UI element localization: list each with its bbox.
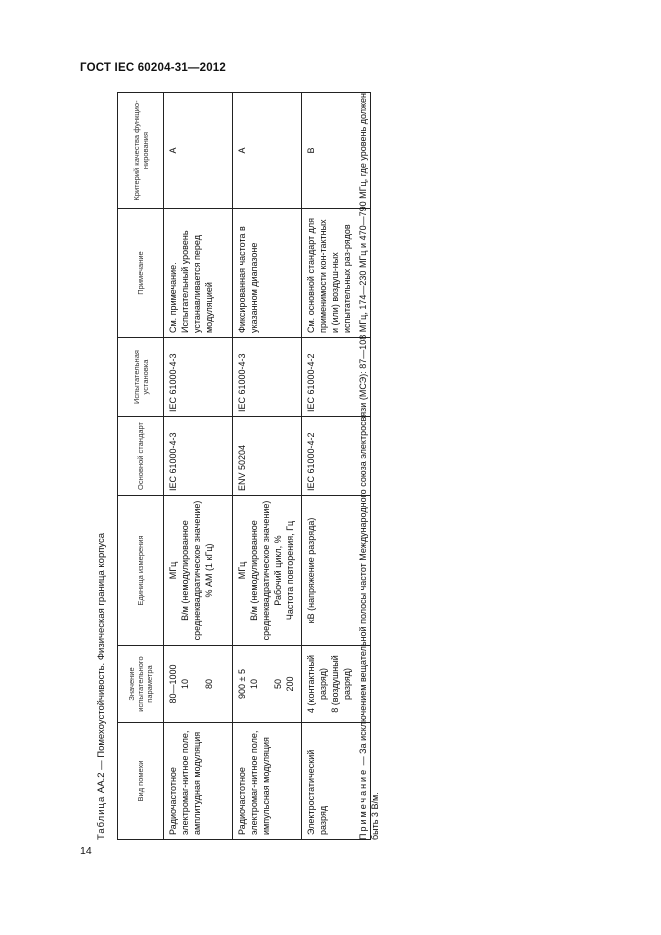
cell-basic-standard: IEC 61000-4-2 bbox=[302, 417, 371, 496]
unit-line: МГц bbox=[237, 561, 247, 580]
header-remark: Примечание bbox=[118, 209, 164, 338]
rotated-table-block bbox=[95, 93, 390, 840]
header-test-setup: Испытательная установка bbox=[118, 338, 164, 417]
cell-disturbance-type: Радиочастотное электромаг-нитное поле, импульсная модуляция bbox=[233, 723, 302, 840]
footnote-text: — За исключением вещательной полосы частот Международного союза электросвязи (МСЭ): 87—108 МГц, 174—230 МГц и 470—790 МГц, где уровень должен быть 3 В/м. bbox=[358, 93, 380, 840]
page-number: 14 bbox=[80, 845, 92, 857]
cell-basic-standard: IEC 61000-4-3 bbox=[164, 417, 233, 496]
header-unit: Единица измерения bbox=[118, 496, 164, 646]
caption-text: АА.2 — Помехоустойчивость. Физическая граница корпуса bbox=[96, 532, 107, 796]
cell-performance-criterion: В bbox=[302, 93, 371, 209]
cell-remark: Фиксированная частота в указанном диапазоне bbox=[233, 209, 302, 338]
cell-test-setup: IEC 61000-4-2 bbox=[302, 338, 371, 417]
value-line: 200 bbox=[285, 676, 295, 692]
cell-basic-standard: ENV 50204 bbox=[233, 417, 302, 496]
value-line: 10 bbox=[180, 679, 190, 690]
cell-disturbance-type: Электростатический разряд bbox=[302, 723, 371, 840]
table-header-row bbox=[118, 93, 164, 840]
cell-performance-criterion: А bbox=[164, 93, 233, 209]
immunity-table bbox=[117, 92, 371, 840]
cell-test-setup: IEC 61000-4-3 bbox=[233, 338, 302, 417]
value-line: 900 ± 5 bbox=[237, 669, 247, 699]
cell-remark: См. основной стандарт для применимости кон-тактных и (или) воздуш-ных испытательных раз-рядов bbox=[302, 209, 371, 338]
unit-line: В/м (немодулированное среднеквадратическое значение) bbox=[249, 500, 271, 641]
cell-unit bbox=[233, 496, 302, 646]
value-line bbox=[260, 650, 272, 718]
unit-line: Частота повторения, Гц bbox=[285, 520, 295, 621]
unit-line: % АМ (1 кГц) bbox=[204, 543, 214, 598]
cell-test-value bbox=[164, 646, 233, 723]
cell-remark: См. примечание. Испытательный уровень устанавливается перед модуляцией bbox=[164, 209, 233, 338]
caption-prefix: Таблица bbox=[96, 795, 107, 840]
cell-unit bbox=[164, 496, 233, 646]
value-line: 10 bbox=[249, 679, 259, 690]
unit-line: В/м (немодулированное среднеквадратическое значение) bbox=[180, 500, 202, 641]
unit-line: кВ (напряжение разряда) bbox=[306, 517, 316, 624]
header-basic-standard: Основной стандарт bbox=[118, 417, 164, 496]
cell-test-value bbox=[233, 646, 302, 723]
value-line: 80—1000 bbox=[168, 664, 178, 704]
header-test-value: Значение испытательного параметра bbox=[118, 646, 164, 723]
document-header: ГОСТ IEC 60204-31—2012 bbox=[80, 62, 226, 74]
cell-performance-criterion: А bbox=[233, 93, 302, 209]
footnote-prefix: Примечание bbox=[358, 767, 368, 840]
cell-test-setup: IEC 61000-4-3 bbox=[164, 338, 233, 417]
value-line: 4 (контактный разряд) bbox=[306, 654, 328, 714]
table-row bbox=[233, 93, 302, 840]
table-footnote bbox=[357, 93, 381, 840]
table-row bbox=[164, 93, 233, 840]
unit-line: МГц bbox=[168, 561, 178, 580]
value-line: 80 bbox=[204, 679, 214, 690]
value-line bbox=[191, 650, 203, 718]
header-disturbance-type: Вид помехи bbox=[118, 723, 164, 840]
cell-disturbance-type: Радиочастотное электромаг-нитное поле, амплитудная модуляция bbox=[164, 723, 233, 840]
header-performance-criterion: Критерий качества функцио-нирования bbox=[118, 93, 164, 209]
unit-line: Рабочий цикл, % bbox=[273, 535, 283, 606]
value-line: 8 (воздушный разряд) bbox=[330, 655, 352, 713]
value-line: 50 bbox=[273, 679, 283, 690]
table-caption bbox=[95, 93, 113, 840]
